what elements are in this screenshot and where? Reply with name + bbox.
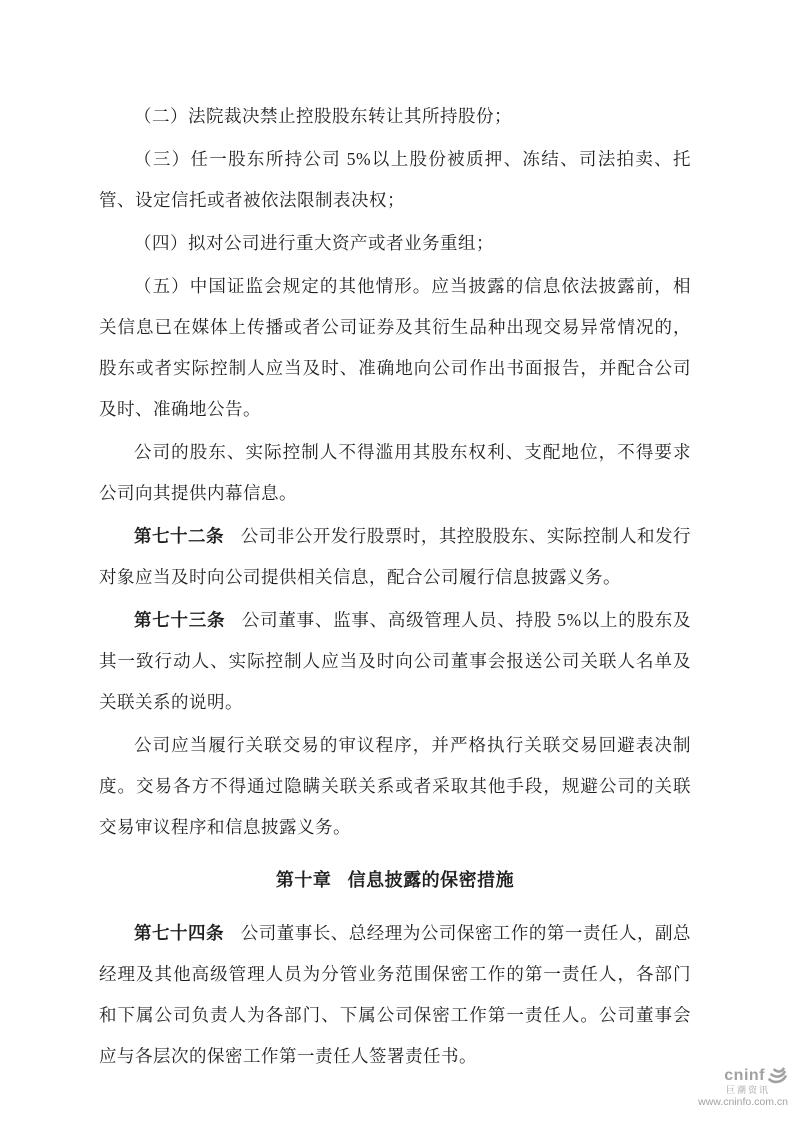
document-content (99, 96, 691, 1079)
article-number-74: 第七十四条 (134, 923, 225, 943)
article-paragraph-74 (99, 913, 691, 1077)
cninfo-subtitle: 巨潮资讯 (725, 1084, 770, 1095)
chapter-heading (99, 860, 691, 901)
paragraph-shareholder-duty: 公司的股东、实际控制人不得滥用其股东权利、支配地位，不得要求公司向其提供内幕信息。 (99, 442, 691, 503)
article-text-73: 公司董事、监事、高级管理人员、持股 5%以上的股东及其一致行动人、实际控制人应当及时向公司董事会报送公司关联人名单及关联关系的说明。 (99, 610, 692, 712)
cninfo-logo-text: cninf (724, 1066, 765, 1084)
chapter-title: 信息披露的保密措施 (347, 870, 515, 890)
cninfo-url: www.cninfo.com.cn (698, 1096, 788, 1109)
article-text-72: 公司非公开发行股票时，其控股股东、实际控制人和发行对象应当及时向公司提供相关信息，配合公司履行信息披露义务。 (99, 526, 692, 587)
tide-swirl-icon (767, 1067, 788, 1084)
paragraph-item-2: （二）法院裁决禁止控股股东转让其所持股份； (134, 106, 512, 126)
article-paragraph-73 (99, 600, 691, 723)
article-paragraph-72 (99, 516, 691, 598)
paragraph-item-3: （三）任一股东所持公司 5%以上股份被质押、冻结、司法拍卖、托管、设定信托或者被依法限制表决权； (99, 149, 691, 210)
article-number-72: 第七十二条 (134, 526, 225, 546)
chapter-number: 第十章 (275, 870, 332, 890)
paragraph-related-transactions: 公司应当履行关联交易的审议程序，并严格执行关联交易回避表决制度。交易各方不得通过隐瞒关联关系或者采取其他手段，规避公司的关联交易审议程序和信息披露义务。 (99, 735, 691, 837)
paragraph-item-5: （五）中国证监会规定的其他情形。应当披露的信息依法披露前，相关信息已在媒体上传播或者公司证券及其衍生品种出现交易异常情况的，股东或者实际控制人应当及时、准确地向公司作出书面报告，并配合公司及时、准确地公告。 (99, 276, 691, 419)
article-number-73: 第七十三条 (134, 610, 226, 630)
article-text-74: 公司董事长、总经理为公司保密工作的第一责任人，副总经理及其他高级管理人员为分管业务范围保密工作的第一责任人，各部门和下属公司负责人为各部门、下属公司保密工作第一责任人。公司董事会应与各层次的保密工作第一责任人签署责任书。 (99, 923, 692, 1066)
paragraph-item-4: （四）拟对公司进行重大资产或者业务重组； (134, 233, 494, 253)
cninfo-logo-row (698, 1067, 788, 1085)
cninfo-watermark (698, 1067, 788, 1109)
